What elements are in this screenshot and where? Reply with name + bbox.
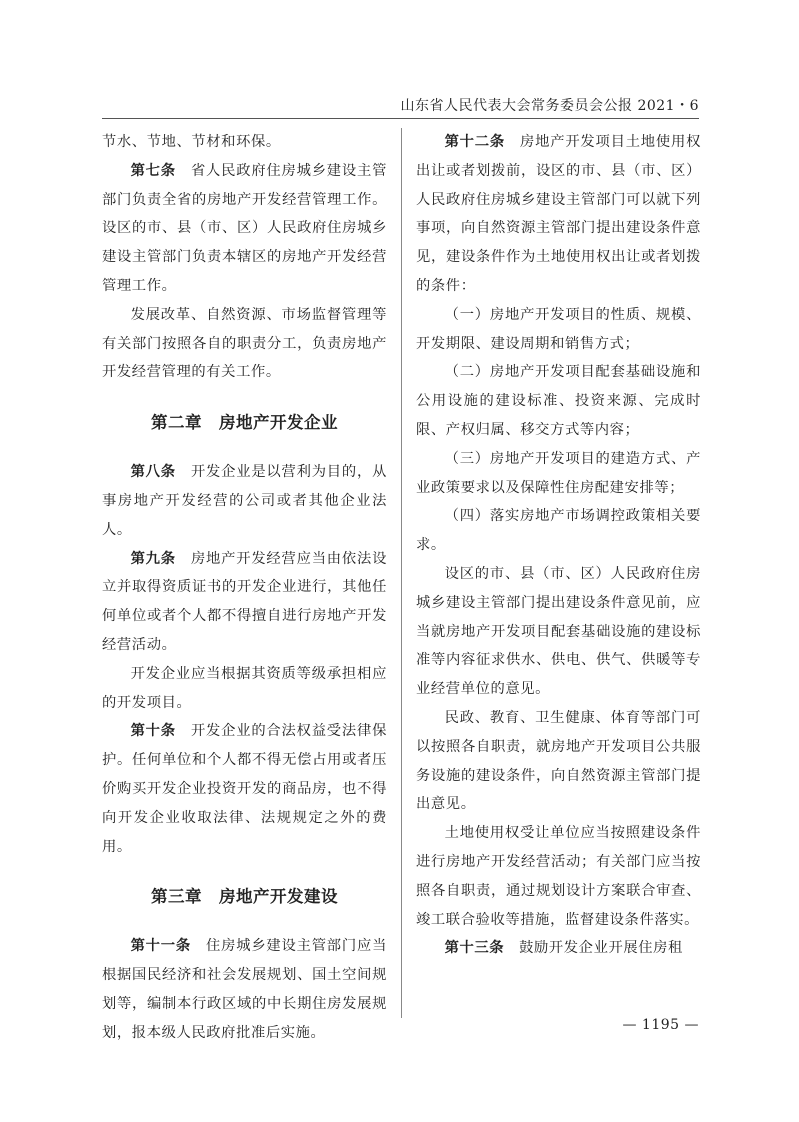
article-label: 第十三条 xyxy=(444,940,505,957)
header-rule xyxy=(102,118,699,119)
list-item: （三）房地产开发项目的建造方式、产业政策要求以及保障性住房配建安排等； xyxy=(416,450,701,496)
article-label: 第八条 xyxy=(130,464,176,481)
article-9: 第九条 房地产开发经营应当由依法设立并取得资质证书的开发企业进行，其他任何单位或者个人都不得擅自进行房地产开发经营活动。 xyxy=(102,550,387,653)
article-10: 第十条 开发企业的合法权益受法律保护。任何单位和个人都不得无偿占用或者压价购买开发企业投资开发的商品房，也不得向开发企业收取法律、法规规定之外的费用。 xyxy=(102,723,387,855)
paragraph: 开发企业应当根据其资质等级承担相应的开发项目。 xyxy=(102,665,387,711)
chapter-3-heading: 第三章 房地产开发建设 xyxy=(151,887,338,907)
article-12: 第十二条 房地产开发项目土地使用权出让或者划拨前，设区的市、县（市、区）人民政府住房城乡建设主管部门可以就下列事项，向自然资源主管部门提出建设条件意见，建设条件作为土地使用权出让或者划拨的条件： xyxy=(416,134,701,294)
article-label: 第十二条 xyxy=(444,134,505,150)
article-8: 第八条 开发企业是以营利为目的，从事房地产开发经营的公司或者其他企业法人。 xyxy=(102,464,387,538)
running-header: 山东省人民代表大会常务委员会公报 2021・6 xyxy=(400,98,699,114)
page-number: — 1195 — xyxy=(622,1017,699,1033)
article-label: 第十一条 xyxy=(130,938,191,955)
article-7: 第七条 省人民政府住房城乡建设主管部门负责全省的房地产开发经营管理工作。设区的市、县（市、区）人民政府住房城乡建设主管部门负责本辖区的房地产开发经营管理工作。 xyxy=(102,162,387,294)
paragraph: 土地使用权受让单位应当按照建设条件进行房地产开发经营活动；有关部门应当按照各自职责，通过规划设计方案联合审查、竣工联合验收等措施，监督建设条件落实。 xyxy=(416,825,701,928)
paragraph: 节水、节地、节材和环保。 xyxy=(102,134,281,150)
article-label: 第十条 xyxy=(130,723,176,740)
list-item: （四）落实房地产市场调控政策相关要求。 xyxy=(416,508,701,554)
paragraph: 民政、教育、卫生健康、体育等部门可以按照各自职责，就房地产开发项目公共服务设施的建设条件，向自然资源主管部门提出意见。 xyxy=(416,709,701,813)
right-column xyxy=(416,128,701,963)
list-item: （一）房地产开发项目的性质、规模、开发期限、建设周期和销售方式； xyxy=(416,306,701,352)
chapter-2-heading: 第二章 房地产开发企业 xyxy=(151,413,338,433)
paragraph: 发展改革、自然资源、市场监督管理等有关部门按照各自的职责分工，负责房地产开发经营管理的有关工作。 xyxy=(102,306,387,381)
article-label: 第七条 xyxy=(130,162,176,179)
left-column xyxy=(102,128,387,1048)
paragraph: 设区的市、县（市、区）人民政府住房城乡建设主管部门提出建设条件意见前，应当就房地产开发项目配套基础设施的建设标准等内容征求供水、供电、供气、供暖等专业经营单位的意见。 xyxy=(416,565,701,698)
article-13: 第十三条 鼓励开发企业开展住房租 xyxy=(444,940,683,957)
list-item: （二）房地产开发项目配套基础设施和公用设施的建设标准、投资来源、完成时限、产权归属、移交方式等内容； xyxy=(416,364,701,438)
article-label: 第九条 xyxy=(130,550,176,567)
article-11: 第十一条 住房城乡建设主管部门应当根据国民经济和社会发展规划、国土空间规划等，编制本行政区域的中长期住房发展规划，报本级人民政府批准后实施。 xyxy=(102,938,387,1041)
